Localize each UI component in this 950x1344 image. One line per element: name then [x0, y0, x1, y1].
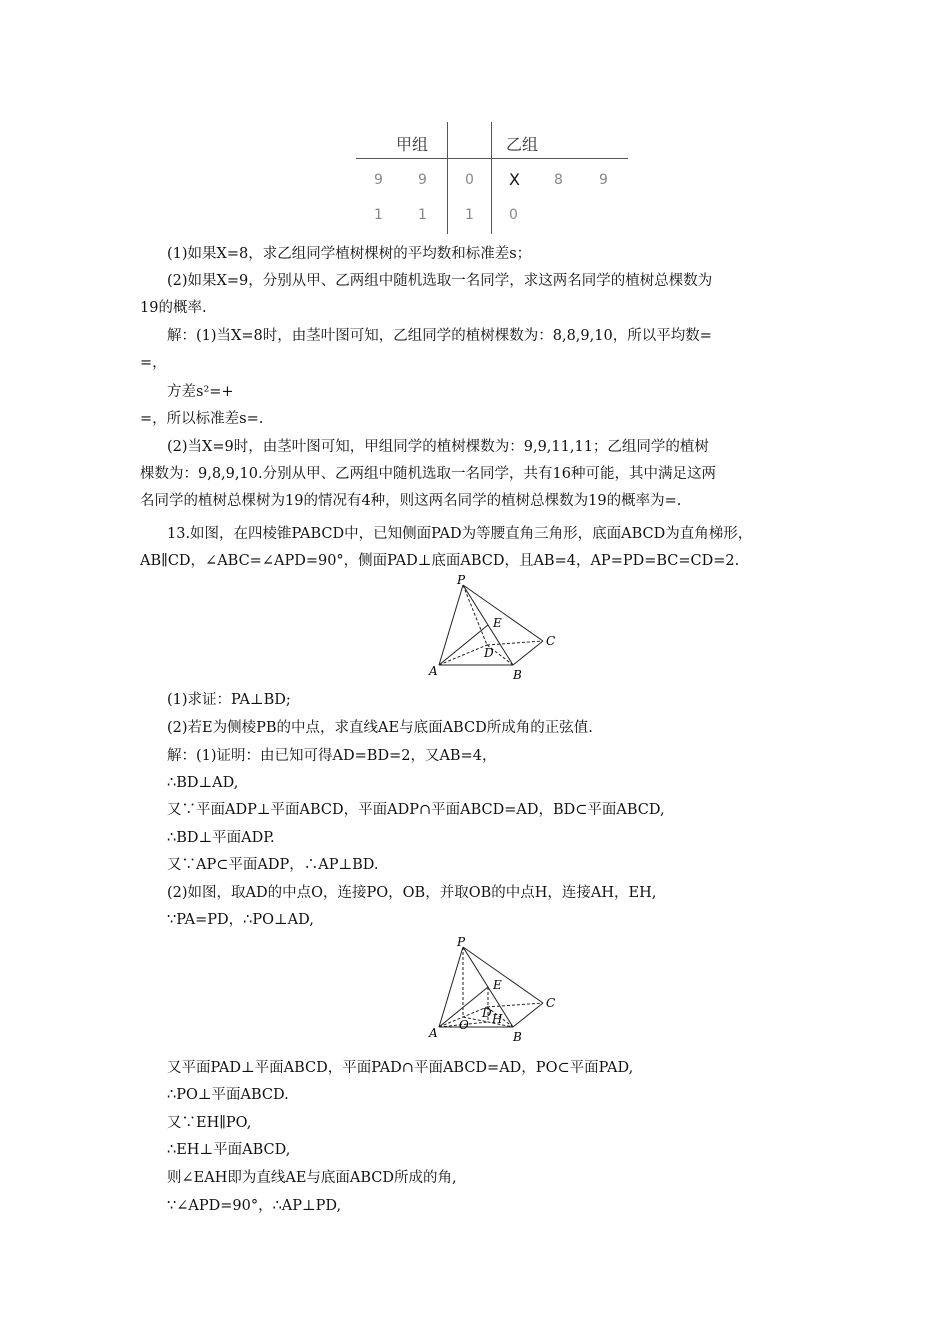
- vertex-label: A: [429, 664, 438, 678]
- answer-line: ∴EH⊥平面ABCD,: [167, 1142, 291, 1158]
- leaf-cell: 9: [418, 172, 427, 188]
- stem-leaf-plot: [356, 122, 628, 234]
- vertex-label: E: [493, 616, 502, 630]
- leaf-cell: 9: [374, 172, 383, 188]
- vertex-label: E: [493, 978, 502, 992]
- header-divider: [356, 158, 628, 159]
- answer-line: ∴PO⊥平面ABCD.: [167, 1087, 289, 1103]
- problem-13-cont: AB∥CD，∠ABC=∠APD=90°，侧面PAD⊥底面ABCD，且AB=4，AP=PD=BC=CD=2.: [140, 553, 740, 569]
- vertex-label: H: [492, 1012, 503, 1026]
- answer-line: ∵∠APD=90°，∴AP⊥PD,: [167, 1198, 342, 1214]
- question-1: (1)如果X=8，求乙组同学植树棵树的平均数和标准差s；: [167, 246, 532, 262]
- answer-line: ∴BD⊥AD,: [167, 775, 239, 791]
- solution-line: 棵数为：9,8,9,10.分别从甲、乙两组中随机选取一名同学，共有16种可能，其中满足这两: [140, 466, 717, 482]
- answer-line: 又∵平面ADP⊥平面ABCD，平面ADP∩平面ABCD=AD，BD⊂平面ABCD,: [167, 802, 665, 818]
- solution-line: 方差s²=+: [167, 384, 234, 400]
- stem-cell: 0: [465, 172, 474, 188]
- stem-divider-right: [491, 122, 492, 234]
- leaf-cell: 0: [509, 207, 518, 223]
- pyramid-diagram-2: [425, 937, 565, 1047]
- answer-line: 解：(1)证明：由已知可得AD=BD=2，又AB=4，: [167, 748, 497, 764]
- vertex-label: P: [457, 937, 466, 949]
- vertex-label: A: [429, 1026, 438, 1040]
- pyramid-figure: [425, 575, 565, 689]
- answer-line: ∴BD⊥平面ADP.: [167, 830, 275, 846]
- problem-13: 13.如图，在四棱锥PABCD中，已知侧面PAD为等腰直角三角形，底面ABCD为直角梯形，: [167, 526, 753, 542]
- vertex-label: D: [482, 1006, 492, 1020]
- answer-line: 则∠EAH即为直线AE与底面ABCD所成的角,: [167, 1170, 457, 1186]
- answer-line: 又∵AP⊂平面ADP，∴AP⊥BD.: [167, 857, 379, 873]
- leaf-cell: 8: [554, 172, 563, 188]
- question-13-1: (1)求证：PA⊥BD;: [167, 692, 291, 708]
- leaf-cell: X: [509, 170, 520, 189]
- solution-line: 解：(1)当X=8时，由茎叶图可知，乙组同学的植树棵数为：8,8,9,10，所以平均数=: [167, 328, 712, 344]
- leaf-cell: 1: [374, 207, 383, 223]
- left-group-header: 甲组: [396, 135, 429, 154]
- answer-line: ∵PA=PD，∴PO⊥AD,: [167, 912, 314, 928]
- leaf-cell: 1: [418, 207, 427, 223]
- vertex-label: C: [546, 634, 556, 648]
- vertex-label: B: [513, 1030, 522, 1044]
- vertex-label: O: [459, 1018, 469, 1032]
- pyramid-figure-2: [425, 937, 565, 1051]
- solution-line: (2)当X=9时，由茎叶图可知，甲组同学的植树棵数为：9,9,11,11；乙组同学的植树: [167, 439, 709, 455]
- leaf-cell: 9: [599, 172, 608, 188]
- question-2: (2)如果X=9，分别从甲、乙两组中随机选取一名同学，求这两名同学的植树总棵数为: [167, 273, 713, 289]
- vertex-label: D: [484, 646, 494, 660]
- question-2-cont: 19的概率.: [140, 300, 207, 316]
- right-group-header: 乙组: [506, 135, 539, 154]
- stem-divider-left: [447, 122, 448, 234]
- vertex-label: P: [457, 575, 466, 587]
- solution-line: 名同学的植树总棵树为19的情况有4种，则这两名同学的植树总棵数为19的概率为=.: [140, 493, 682, 509]
- pyramid-diagram: [425, 575, 565, 685]
- answer-line: (2)如图，取AD的中点O，连接PO，OB，并取OB的中点H，连接AH，EH,: [167, 885, 657, 901]
- answer-line: 又∵EH∥PO,: [167, 1115, 252, 1131]
- solution-line: =，所以标准差s=.: [140, 411, 264, 427]
- answer-line: 又平面PAD⊥平面ABCD，平面PAD∩平面ABCD=AD，PO⊂平面PAD,: [167, 1060, 634, 1076]
- stem-cell: 1: [465, 207, 474, 223]
- question-13-2: (2)若E为侧棱PB的中点，求直线AE与底面ABCD所成角的正弦值.: [167, 720, 593, 736]
- solution-line: =，: [140, 355, 167, 371]
- vertex-label: C: [546, 996, 556, 1010]
- vertex-label: B: [513, 668, 522, 682]
